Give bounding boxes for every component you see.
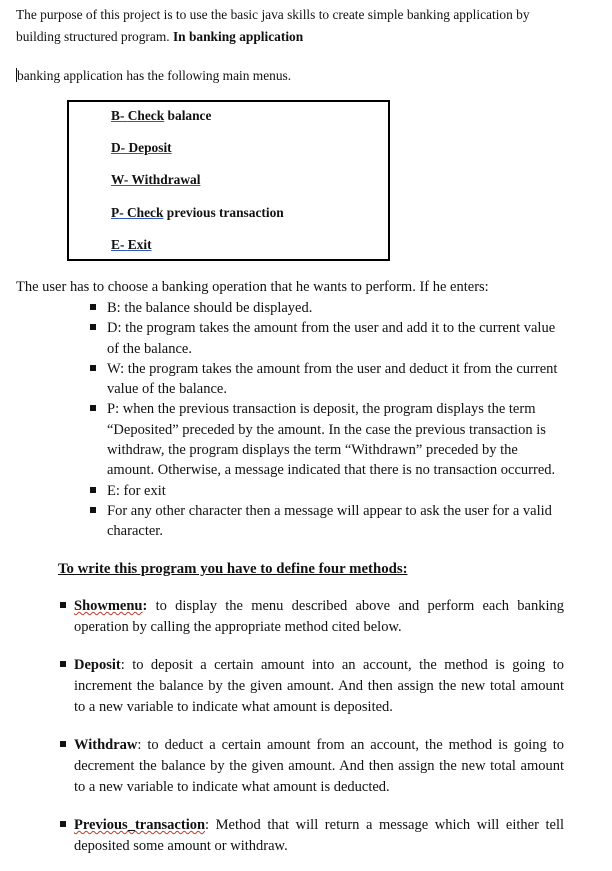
menu-word: Exit xyxy=(127,237,152,252)
method-withdraw xyxy=(60,735,564,798)
menu-word: Deposit xyxy=(128,140,172,155)
menu-word: Withdrawal xyxy=(131,172,201,187)
menu-sep: - xyxy=(123,172,132,187)
menu-item-check-balance xyxy=(111,108,211,124)
menu-item-withdrawal xyxy=(111,172,200,188)
intro-paragraph xyxy=(16,4,572,48)
menu-code: D xyxy=(111,140,121,155)
method-showmenu xyxy=(60,596,564,638)
list-item: D: the program takes the amount from the user and add it to the current value of the balance. xyxy=(90,318,565,359)
intro-bold: In banking application xyxy=(172,29,304,44)
method-sep: : xyxy=(205,817,210,833)
choose-paragraph: The user has to choose a banking operation that he wants to perform. If he enters: xyxy=(16,279,489,295)
menus-intro-text: banking application has the following main menus. xyxy=(17,68,292,83)
menu-item-deposit xyxy=(111,140,172,156)
list-item: W: the program takes the amount from the user and deduct it from the current value of the balance. xyxy=(90,359,565,400)
options-list xyxy=(90,298,565,542)
menu-code: W xyxy=(111,172,124,187)
menus-intro xyxy=(16,68,291,84)
menu-box xyxy=(67,100,390,261)
method-sep: : xyxy=(120,657,125,673)
menu-word: Check xyxy=(127,108,165,123)
list-item: For any other character then a message will appear to ask the user for a valid character. xyxy=(90,501,565,542)
menu-sep: - xyxy=(120,140,129,155)
menu-code: E xyxy=(111,237,120,252)
menu-item-previous-transaction xyxy=(111,205,284,221)
method-desc: Method that will return a message which will either tell deposited some amount or withdraw. xyxy=(74,817,564,854)
method-deposit xyxy=(60,655,564,718)
intro-text: The purpose of this project is to use the basic java skills to create simple banking application by building structured program. xyxy=(16,7,530,44)
method-desc: to deposit a certain amount into an account, the method is going to increment the balance by the given amount. And then assign the new total amount to a new variable to indicate what amount is deposited. xyxy=(74,657,564,715)
menu-word: Check xyxy=(127,205,164,220)
method-previous-transaction xyxy=(60,815,564,857)
method-name: Previous_transaction xyxy=(74,817,206,833)
method-name: Showmenu xyxy=(74,598,143,614)
method-name: Deposit xyxy=(74,657,121,673)
menu-rest: balance xyxy=(164,108,212,123)
method-desc: to deduct a certain amount from an account, the method is going to decrement the balance by the given amount. And then assign the new total amount to a new variable to indicate what amount is deducted. xyxy=(74,737,564,795)
menu-item-exit xyxy=(111,237,152,253)
menu-sep: - xyxy=(119,108,128,123)
list-item: P: when the previous transaction is deposit, the program displays the term “Deposited” preceded by the amount. In the case the previous transaction is withdraw, the program displays the term “Withdrawn” preceded by the amount. Otherwise, a message indicated that there is no transaction occurred. xyxy=(90,399,565,480)
methods-heading: To write this program you have to define four methods: xyxy=(58,561,408,577)
menu-sep: - xyxy=(119,205,127,220)
method-sep: : xyxy=(137,737,142,753)
method-sep: : xyxy=(142,598,148,614)
method-name: Withdraw xyxy=(74,737,138,753)
menu-rest: previous transaction xyxy=(163,205,284,220)
list-item: B: the balance should be displayed. xyxy=(90,298,565,318)
menu-code: P xyxy=(111,205,120,220)
methods-list xyxy=(60,596,564,857)
menu-sep: - xyxy=(119,237,128,252)
menu-code: B xyxy=(111,108,120,123)
method-desc: to display the menu described above and perform each banking operation by calling the appropriate method cited below. xyxy=(74,598,564,635)
list-item: E: for exit xyxy=(90,481,565,501)
